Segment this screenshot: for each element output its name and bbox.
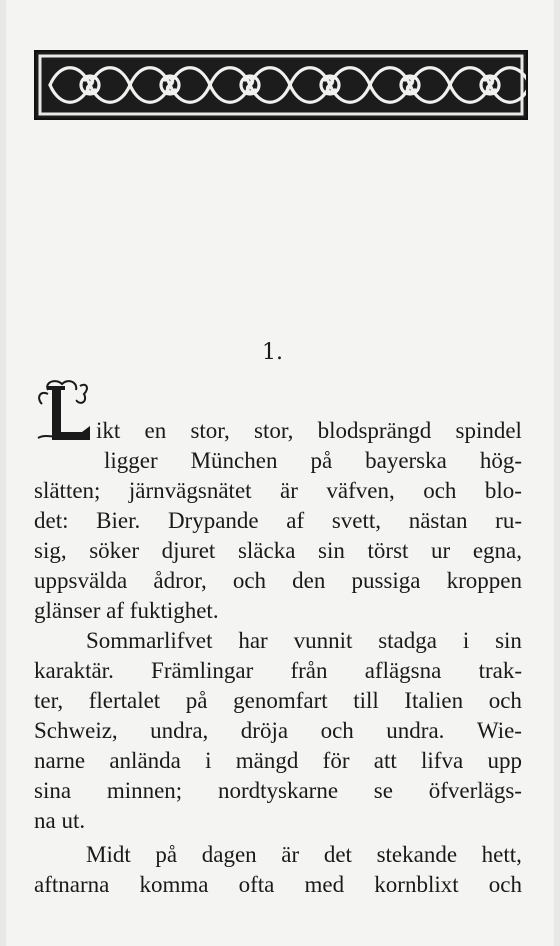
text-line: ikt en stor, stor, blodsprängd spindel — [96, 418, 522, 443]
text-line: uppsvälda ådror, och den pussiga kroppen — [34, 568, 522, 593]
text-line: slätten; järnvägsnätet är väfven, och blo- — [34, 478, 522, 503]
chapter-number: 1. — [262, 340, 283, 365]
text-line: ter, flertalet på genomfart till Italien och — [34, 688, 522, 713]
text-line: Midt på dagen är det stekande hett, — [86, 842, 522, 867]
text-line: karaktär. Främlingar från aflägsna trak- — [34, 658, 522, 683]
text-line: glänser af fuktighet. — [34, 598, 219, 623]
text-line: narne anlända i mängd för att lifva upp — [34, 748, 522, 773]
text-line: sig, söker djuret släcka sin törst ur egna, — [34, 538, 522, 563]
text-line: aftnarna komma ofta med kornblixt och — [34, 872, 522, 897]
text-line: Schweiz, undra, dröja och undra. Wie- — [34, 718, 522, 743]
text-line: Sommarlifvet har vunnit stadga i sin — [86, 628, 522, 653]
text-line: na ut. — [34, 808, 86, 833]
text-line: ligger München på bayerska hög- — [104, 448, 522, 473]
text-line: sina minnen; nordtyskarne se öfverlägs- — [34, 778, 522, 803]
text-line: det: Bier. Drypande af svett, nästan ru- — [34, 508, 522, 533]
